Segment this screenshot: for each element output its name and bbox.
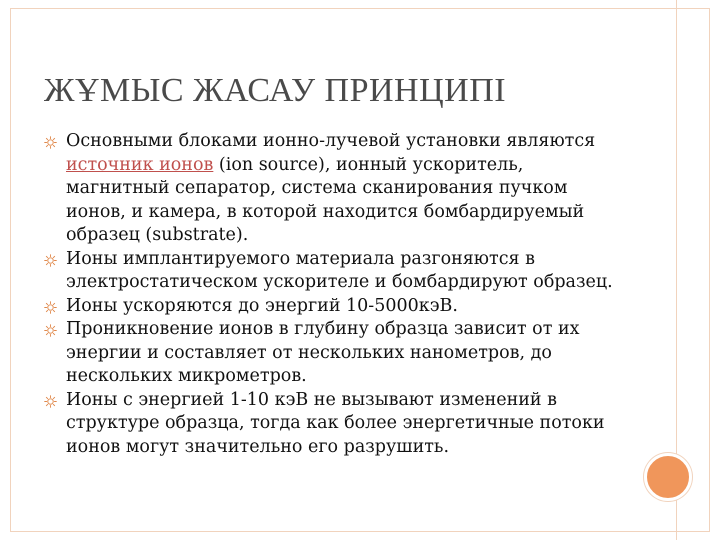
sun-icon [44,395,57,408]
bullet-text: Ионы имплантируемого материала разгоняются в электростатическом ускорителе и бомбардируют образец. [66,248,613,292]
sun-icon [44,301,57,314]
bullet-item-5 [44,389,624,460]
bullet-text: Ионы с энергией 1-10 кэВ не вызывают изменений в структуре образца, тогда как более энергетичные потоки ионов могут значительно его разрушить. [66,389,605,457]
bullet-item-2 [44,248,624,295]
bullet-item-3 [44,295,624,319]
bullet-text-post: (ion source), ионный ускоритель, магнитный сепаратор, система сканирования пучком ионов, и камера, в которой находится бомбардируемый образец (substrate). [66,154,585,245]
bullet-item-1 [44,130,624,248]
sun-icon [44,254,57,267]
sun-icon [44,324,57,337]
ion-source-link[interactable]: источник ионов [66,154,214,175]
bullet-text: Проникновение ионов в глубину образца зависит от их энергии и составляет от нескольких нанометров, до нескольких микрометров. [66,319,580,386]
bullet-text: Ионы ускоряются до энергий 10-5000кэВ. [66,295,458,316]
bullet-item-4 [44,318,624,389]
bullet-text-pre: Основными блоками ионно-лучевой установки являются [66,131,596,151]
sun-icon [44,136,57,149]
bullet-list [44,130,624,459]
slide-title: ЖҰМЫС ЖАСАУ ПРИНЦИПІ [44,72,507,109]
decorative-orange-circle [644,453,692,501]
